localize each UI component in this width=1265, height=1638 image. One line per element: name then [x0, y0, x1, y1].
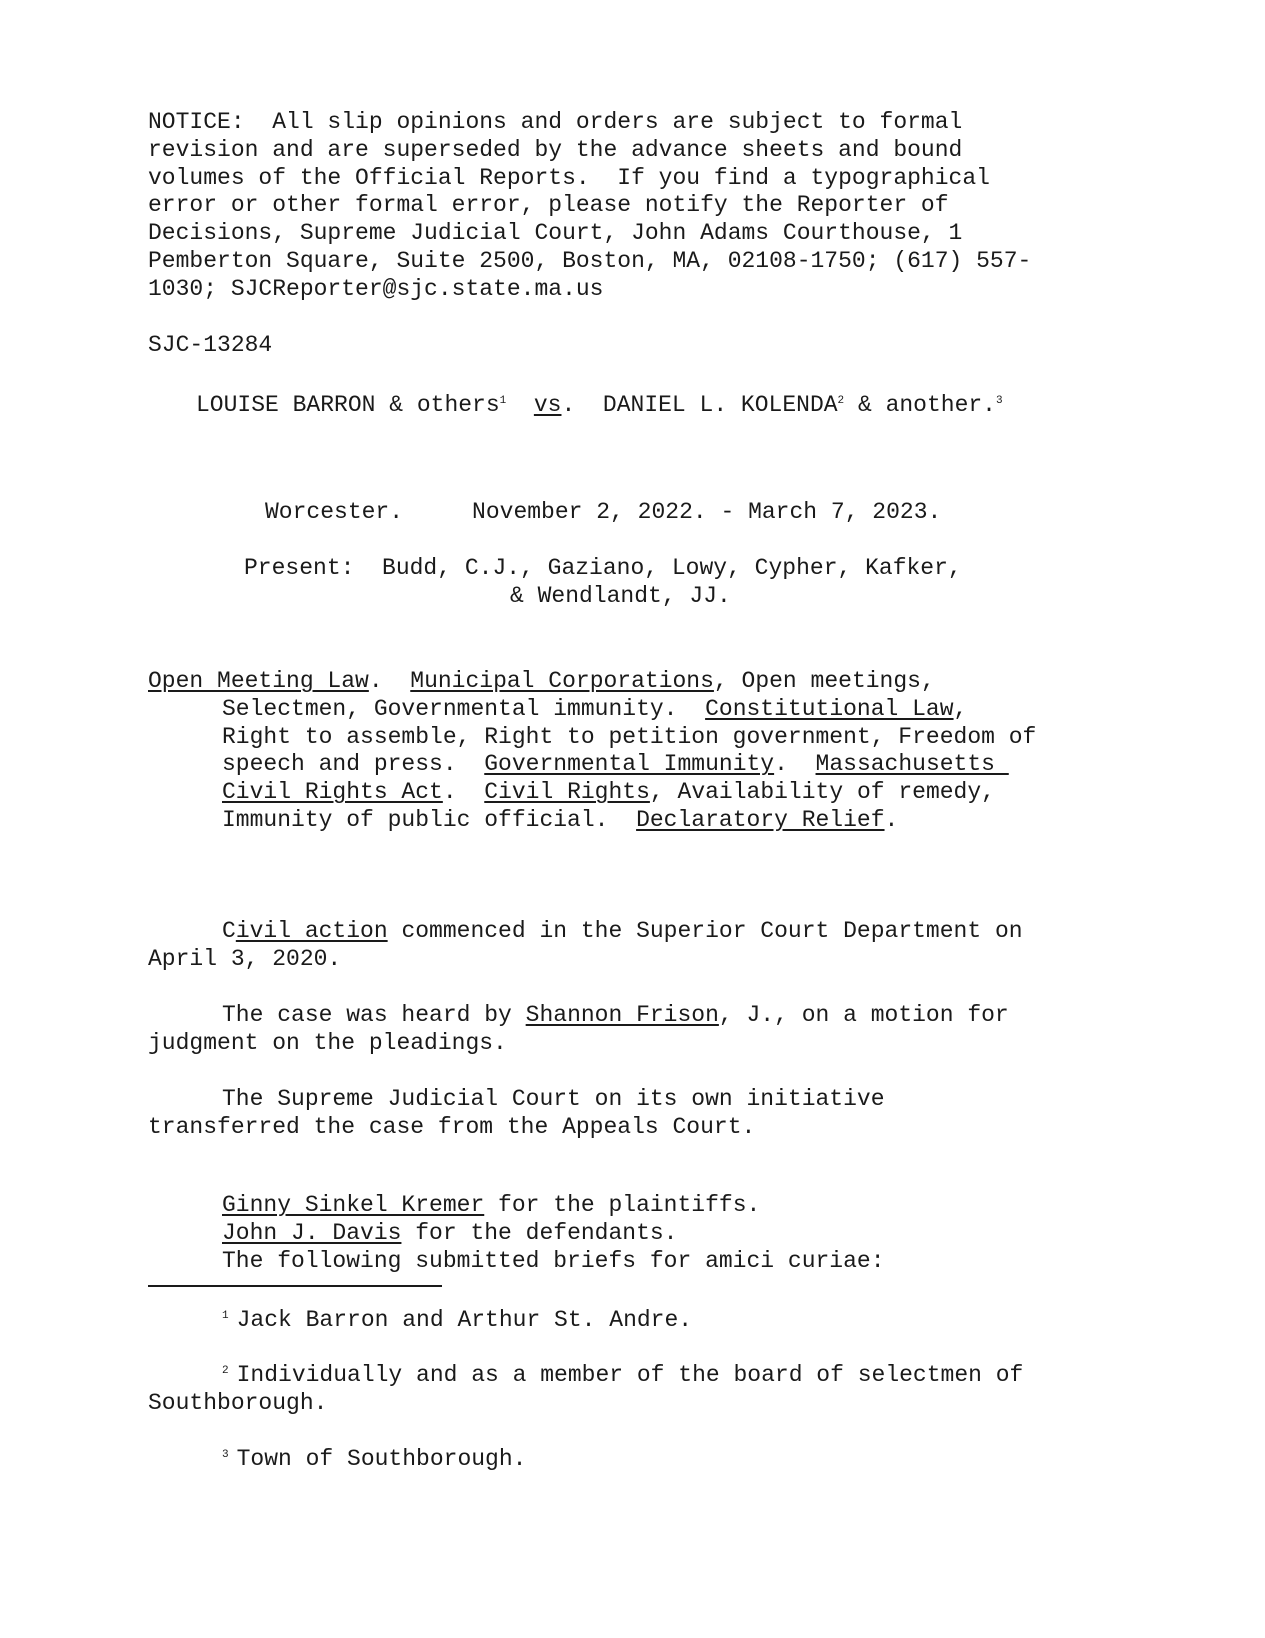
- counsel-role: for the plaintiffs.: [484, 1192, 761, 1218]
- footnote: [148, 1303, 1148, 1335]
- defendant-name: DANIEL L. KOLENDA: [602, 392, 838, 418]
- notice-line: NOTICE: All slip opinions and orders are subject to formal: [148, 109, 963, 135]
- notice-block: [148, 109, 1148, 304]
- headnote-block: [148, 668, 1158, 835]
- plaintiff-name: LOUISE BARRON & others: [196, 392, 500, 418]
- notice-line: 1030; SJCReporter@sjc.state.ma.us: [148, 275, 604, 302]
- civil-action-link[interactable]: ivil action: [235, 918, 388, 944]
- headnote-text: ,: [953, 695, 968, 722]
- proceedings-paragraph: [148, 918, 1148, 974]
- footnote-number: 1: [222, 1310, 229, 1322]
- footnote: [148, 1442, 1148, 1474]
- headnote-line: [148, 696, 1158, 724]
- headnote-line: Right to assemble, Right to petition government, Freedom of: [222, 723, 1037, 750]
- footnote-text: Individually and as a member of the board of selectmen of: [236, 1362, 1024, 1388]
- versus: vs: [533, 392, 562, 418]
- paragraph-line: transferred the case from the Appeals Court.: [148, 1113, 756, 1140]
- headnote-text: .: [442, 779, 485, 806]
- footnote-line: [148, 1358, 1148, 1390]
- counsel-role: for the defendants.: [401, 1219, 678, 1246]
- footnote-text: Jack Barron and Arthur St. Andre.: [236, 1307, 693, 1333]
- paragraph-line: [148, 918, 1148, 946]
- topic-link[interactable]: Declaratory Relief: [636, 806, 885, 833]
- headnote-text: speech and press.: [222, 751, 485, 778]
- paragraph-text: commenced in the Superior Court Department on: [387, 918, 1023, 944]
- footnote-divider: [148, 1285, 442, 1287]
- headnote-text: , Open meetings,: [713, 668, 935, 694]
- proceedings-paragraph: [148, 1086, 1148, 1142]
- paragraph-text: , J., on a motion for: [718, 1002, 1009, 1028]
- paragraph-line: The Supreme Judicial Court on its own initiative: [222, 1086, 885, 1112]
- proceedings-paragraph: [148, 1002, 1148, 1058]
- counsel-line: [222, 1220, 885, 1248]
- paragraph-line: judgment on the pleadings.: [148, 1029, 507, 1056]
- footnote-ref-2: 2: [837, 395, 845, 407]
- headnote-line: [148, 807, 1158, 835]
- headnote-text: Selectmen, Governmental immunity.: [222, 695, 706, 722]
- footnote-text: Town of Southborough.: [236, 1446, 527, 1472]
- footnote-line: Southborough.: [148, 1389, 328, 1416]
- notice-line: volumes of the Official Reports. If you find a typographical: [148, 164, 990, 191]
- topic-link[interactable]: Open Meeting Law: [148, 668, 369, 694]
- attorney-link[interactable]: John J. Davis: [222, 1219, 402, 1246]
- topic-link[interactable]: Massachusetts: [815, 751, 1009, 778]
- footnote-ref-1: 1: [499, 395, 507, 407]
- notice-line: Pemberton Square, Suite 2500, Boston, MA, 02108-1750; (617) 557-: [148, 247, 1032, 274]
- counsel-block: [222, 1192, 885, 1275]
- headnote-text: .: [774, 751, 816, 778]
- footnote-line: [148, 1303, 1148, 1335]
- counsel-line: [222, 1192, 885, 1220]
- headnote-text: .: [368, 668, 411, 694]
- present-justices-continued: & Wendlandt, JJ.: [510, 583, 731, 609]
- topic-link[interactable]: Civil Rights Act: [222, 779, 443, 806]
- paragraph-line: [148, 1002, 1148, 1030]
- footnote-ref-3: 3: [995, 395, 1003, 407]
- present-justices: Present: Budd, C.J., Gaziano, Lowy, Cypher, Kafker,: [244, 555, 962, 581]
- topic-link[interactable]: Civil Rights: [484, 779, 650, 806]
- venue-dates: Worcester. November 2, 2022. - March 7, 2023.: [265, 499, 942, 525]
- judge-link[interactable]: Shannon Frison: [525, 1002, 719, 1028]
- topic-link[interactable]: Governmental Immunity: [484, 751, 775, 778]
- docket-number: SJC-13284: [148, 332, 273, 358]
- notice-line: revision and are superseded by the advance sheets and bound: [148, 136, 963, 163]
- headnote-text: .: [884, 806, 899, 833]
- footnote: [148, 1358, 1148, 1418]
- footnote-number: 3: [222, 1449, 229, 1461]
- defendant-suffix: & another.: [844, 392, 996, 418]
- amici-line: The following submitted briefs for amici curiae:: [222, 1247, 885, 1274]
- headnote-line: [148, 751, 1158, 779]
- headnote-text: Immunity of public official.: [222, 806, 637, 833]
- notice-line: Decisions, Supreme Judicial Court, John Adams Courthouse, 1: [148, 220, 963, 247]
- paragraph-text: C: [222, 918, 236, 944]
- case-caption: LOUISE BARRON & others$^1$ vs. DANIEL L. KOLENDA$^2$ & another.$^3$: [196, 392, 1003, 418]
- footnote-line: [148, 1442, 1148, 1474]
- footnote-number: 2: [222, 1365, 229, 1377]
- attorney-link[interactable]: Ginny Sinkel Kremer: [222, 1192, 485, 1218]
- headnote-line: [148, 779, 1158, 807]
- paragraph-line: April 3, 2020.: [148, 945, 342, 972]
- paragraph-text: The case was heard by: [222, 1002, 526, 1028]
- headnote-text: , Availability of remedy,: [649, 779, 995, 806]
- topic-link[interactable]: Constitutional Law: [705, 695, 954, 722]
- notice-line: error or other formal error, please notify the Reporter of: [148, 192, 949, 219]
- headnote-line: [148, 668, 1158, 696]
- topic-link[interactable]: Municipal Corporations: [410, 668, 714, 694]
